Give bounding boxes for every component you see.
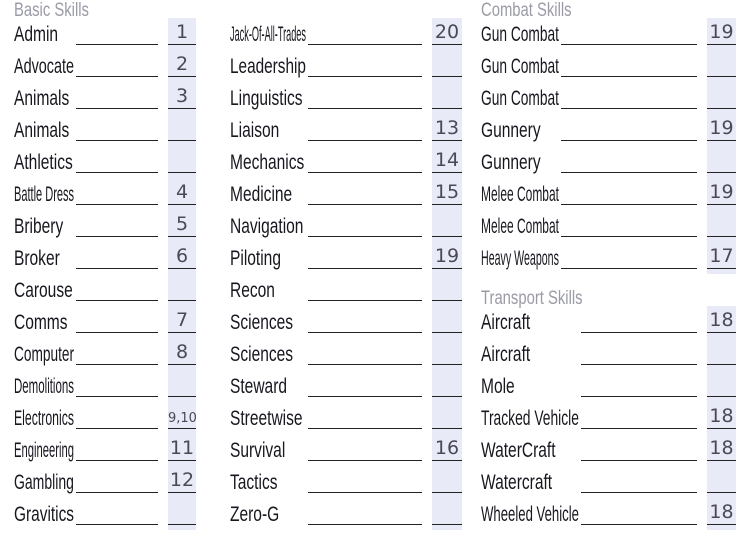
skill-level-box[interactable]: [432, 146, 462, 178]
skill-row-gunnery: [481, 114, 736, 146]
skill-name: Mechanics: [230, 151, 305, 174]
specialty-line[interactable]: [561, 76, 697, 77]
skill-row-streetwise: [230, 402, 462, 434]
skill-level-box[interactable]: [707, 402, 736, 434]
skill-level-value: 11: [169, 437, 195, 459]
skill-level-value: 5: [175, 213, 189, 235]
skill-level-box[interactable]: [707, 18, 736, 50]
skill-level-value: 13: [434, 117, 460, 139]
specialty-line[interactable]: [581, 460, 697, 461]
skill-row-bribery: [14, 210, 196, 242]
specialty-line[interactable]: [308, 428, 422, 429]
skill-name: Electronics: [14, 407, 74, 430]
specialty-line[interactable]: [76, 332, 158, 333]
skill-name: Zero-G: [230, 503, 280, 526]
skill-level-value: 19: [434, 245, 460, 267]
skill-name: Survival: [230, 439, 286, 462]
skill-level-box[interactable]: [707, 370, 736, 402]
skill-name: Bribery: [14, 215, 64, 238]
specialty-line[interactable]: [308, 204, 422, 205]
skill-level-box[interactable]: [707, 114, 736, 146]
skill-level-value: 18: [709, 405, 734, 427]
specialty-line[interactable]: [76, 140, 158, 141]
skill-row-mole: [481, 370, 736, 402]
skill-name: Computer: [14, 343, 75, 366]
skill-row-tactics: [230, 466, 462, 498]
skill-level-box[interactable]: [707, 146, 736, 178]
skill-name: Athletics: [14, 151, 73, 174]
skill-row-athletics: [14, 146, 196, 178]
skill-row-medicine: [230, 178, 462, 210]
skill-name: Melee Combat: [481, 215, 559, 238]
skill-level-box[interactable]: [432, 82, 462, 114]
skill-name: Demolitions: [14, 375, 75, 398]
skill-level-box[interactable]: [432, 306, 462, 338]
skill-row-tracked-vehicle: [481, 402, 736, 434]
skill-name: Wheeled Vehicle: [481, 503, 579, 526]
skill-name: Streetwise: [230, 407, 303, 430]
skill-row-heavy-weapons: [481, 242, 736, 274]
skill-row-comms: [14, 306, 196, 338]
skill-row-admin: [14, 18, 196, 50]
skill-level-box[interactable]: [432, 18, 462, 50]
skill-name: Watercraft: [481, 471, 553, 494]
specialty-line[interactable]: [581, 524, 697, 525]
skill-name: Aircraft: [481, 343, 531, 366]
skill-level-box[interactable]: [168, 18, 196, 50]
skill-name: Gun Combat: [481, 55, 559, 78]
skill-level-box[interactable]: [168, 146, 196, 178]
specialty-line[interactable]: [581, 332, 697, 333]
skill-row-gravitics: [14, 498, 196, 530]
skill-name: Melee Combat: [481, 183, 559, 206]
specialty-line[interactable]: [561, 172, 697, 173]
skill-row-recon: [230, 274, 462, 306]
skill-level-box[interactable]: [432, 50, 462, 82]
specialty-line[interactable]: [561, 236, 697, 237]
specialty-line[interactable]: [308, 236, 422, 237]
skill-name: Comms: [14, 311, 68, 334]
skill-row-aircraft: [481, 338, 736, 370]
skill-row-animals: [14, 82, 196, 114]
skill-name: Carouse: [14, 279, 73, 302]
skill-row-sciences: [230, 306, 462, 338]
skill-level-value: 9,10: [168, 411, 197, 426]
skill-level-box[interactable]: [707, 466, 736, 498]
specialty-line[interactable]: [76, 108, 158, 109]
specialty-line[interactable]: [561, 204, 697, 205]
skill-level-box[interactable]: [168, 306, 196, 338]
skill-row-wheeled-vehicle: [481, 498, 736, 530]
specialty-line[interactable]: [581, 492, 697, 493]
skill-level-box[interactable]: [432, 114, 462, 146]
specialty-line[interactable]: [308, 332, 422, 333]
skill-level-box[interactable]: [168, 274, 196, 306]
skill-name: Tracked Vehicle: [481, 407, 579, 430]
skill-row-gambling: [14, 466, 196, 498]
skill-name: Piloting: [230, 247, 281, 270]
skill-row-computer: [14, 338, 196, 370]
skill-row-carouse: [14, 274, 196, 306]
skill-level-value: 16: [434, 437, 460, 459]
skill-level-box[interactable]: [168, 466, 196, 498]
skill-level-value: 12: [169, 469, 195, 491]
skill-level-box[interactable]: [707, 242, 736, 274]
specialty-line[interactable]: [561, 44, 697, 45]
skill-level-box[interactable]: [168, 370, 196, 402]
skill-row-linguistics: [230, 82, 462, 114]
skill-name: Medicine: [230, 183, 293, 206]
skill-name: Leadership: [230, 55, 306, 78]
specialty-line[interactable]: [308, 396, 422, 397]
skill-name: Navigation: [230, 215, 304, 238]
skill-name: Gun Combat: [481, 87, 559, 110]
specialty-line[interactable]: [308, 492, 422, 493]
skill-row-watercraft: [481, 434, 736, 466]
skill-level-box[interactable]: [432, 466, 462, 498]
skill-row-melee-combat: [481, 210, 736, 242]
skill-level-value: 17: [709, 245, 734, 267]
skill-row-gun-combat: [481, 50, 736, 82]
skill-level-box[interactable]: [707, 306, 736, 338]
skill-name: Gambling: [14, 471, 74, 494]
skill-level-box[interactable]: [432, 402, 462, 434]
skill-level-value: 6: [175, 245, 189, 267]
skill-name: WaterCraft: [481, 439, 556, 462]
skill-row-melee-combat: [481, 178, 736, 210]
skill-row-animals: [14, 114, 196, 146]
skill-level-value: 18: [709, 437, 734, 459]
skill-level-box[interactable]: [168, 402, 196, 434]
specialty-line[interactable]: [308, 44, 422, 45]
specialty-line[interactable]: [581, 396, 697, 397]
skill-name: Liaison: [230, 119, 280, 142]
skill-name: Gun Combat: [481, 23, 559, 46]
specialty-line[interactable]: [76, 236, 158, 237]
skill-row-jack-of-all-trades: [230, 18, 462, 50]
skill-row-leadership: [230, 50, 462, 82]
skill-level-value: 20: [434, 21, 460, 43]
specialty-line[interactable]: [76, 300, 158, 301]
skill-name: Engineering: [14, 439, 74, 462]
skill-level-box[interactable]: [168, 82, 196, 114]
skill-level-box[interactable]: [168, 498, 196, 530]
skill-level-value: 1: [175, 21, 189, 43]
general-skills-column: [230, 0, 462, 539]
skill-level-box[interactable]: [432, 210, 462, 242]
skill-level-box[interactable]: [707, 178, 736, 210]
specialty-line[interactable]: [76, 172, 158, 173]
specialty-line[interactable]: [308, 268, 422, 269]
specialty-line[interactable]: [308, 76, 422, 77]
skill-name: Gunnery: [481, 119, 541, 142]
skill-level-box[interactable]: [432, 338, 462, 370]
specialty-line[interactable]: [76, 44, 158, 45]
skill-level-box[interactable]: [168, 210, 196, 242]
skill-name: Advocate: [14, 55, 74, 78]
skill-name: Animals: [14, 119, 70, 142]
basic-skills-heading: Basic Skills: [14, 0, 89, 21]
specialty-line[interactable]: [308, 172, 422, 173]
skill-level-box[interactable]: [432, 274, 462, 306]
skill-name: Animals: [14, 87, 70, 110]
skill-name: Admin: [14, 23, 59, 46]
specialty-line[interactable]: [308, 364, 422, 365]
specialty-line[interactable]: [76, 204, 158, 205]
skill-level-value: 18: [709, 501, 734, 523]
skill-name: Gravitics: [14, 503, 75, 526]
skill-name: Aircraft: [481, 311, 531, 334]
transport-skills-heading: Transport Skills: [481, 288, 583, 309]
skill-row-gun-combat: [481, 18, 736, 50]
specialty-line[interactable]: [581, 364, 697, 365]
skill-row-engineering: [14, 434, 196, 466]
skill-row-navigation: [230, 210, 462, 242]
specialty-line[interactable]: [76, 76, 158, 77]
skill-level-box[interactable]: [707, 82, 736, 114]
specialty-line[interactable]: [76, 396, 158, 397]
specialty-line[interactable]: [308, 524, 422, 525]
skill-level-box[interactable]: [168, 338, 196, 370]
specialty-line[interactable]: [561, 268, 697, 269]
skill-level-box[interactable]: [707, 338, 736, 370]
skill-level-value: 7: [175, 309, 189, 331]
skill-row-aircraft: [481, 306, 736, 338]
skill-name: Mole: [481, 375, 515, 398]
specialty-line[interactable]: [76, 524, 158, 525]
skill-level-box[interactable]: [432, 242, 462, 274]
skill-name: Tactics: [230, 471, 278, 494]
skill-row-battle-dress: [14, 178, 196, 210]
skill-name: Heavy Weapons: [481, 247, 559, 270]
skill-name: Sciences: [230, 311, 294, 334]
skill-row-survival: [230, 434, 462, 466]
specialty-line[interactable]: [308, 108, 422, 109]
skill-level-value: 15: [434, 181, 460, 203]
skill-row-advocate: [14, 50, 196, 82]
specialty-line[interactable]: [561, 140, 697, 141]
skill-level-value: 19: [709, 117, 734, 139]
specialty-line[interactable]: [76, 268, 158, 269]
skill-level-box[interactable]: [432, 434, 462, 466]
specialty-line[interactable]: [76, 492, 158, 493]
specialty-line[interactable]: [76, 428, 158, 429]
specialty-line[interactable]: [308, 460, 422, 461]
skill-level-box[interactable]: [432, 370, 462, 402]
skill-row-gun-combat: [481, 82, 736, 114]
skill-row-piloting: [230, 242, 462, 274]
specialty-line[interactable]: [308, 140, 422, 141]
skill-row-watercraft: [481, 466, 736, 498]
skill-level-box[interactable]: [707, 50, 736, 82]
skill-row-electronics: [14, 402, 196, 434]
skill-level-box[interactable]: [707, 210, 736, 242]
skill-level-box[interactable]: [168, 114, 196, 146]
specialty-line[interactable]: [581, 428, 697, 429]
specialty-line[interactable]: [308, 300, 422, 301]
specialty-line[interactable]: [561, 108, 697, 109]
skill-level-value: 8: [175, 341, 189, 363]
skill-level-box[interactable]: [432, 498, 462, 530]
skill-name: Broker: [14, 247, 60, 270]
skill-name: Sciences: [230, 343, 294, 366]
skill-row-mechanics: [230, 146, 462, 178]
skill-level-box[interactable]: [707, 434, 736, 466]
skill-row-gunnery: [481, 146, 736, 178]
skill-level-value: 3: [175, 85, 189, 107]
skill-name: Gunnery: [481, 151, 541, 174]
skill-row-zero-g: [230, 498, 462, 530]
skill-level-value: 14: [434, 149, 460, 171]
skill-level-box[interactable]: [168, 434, 196, 466]
skill-name: Linguistics: [230, 87, 303, 110]
skill-level-value: 18: [709, 309, 734, 331]
skill-row-broker: [14, 242, 196, 274]
skill-name: Jack-Of-All-Trades: [230, 23, 306, 46]
skill-name: Battle Dress: [14, 183, 75, 206]
skill-level-value: 4: [175, 181, 189, 203]
skill-level-box[interactable]: [707, 498, 736, 530]
specialty-line[interactable]: [76, 460, 158, 461]
skill-level-box[interactable]: [168, 178, 196, 210]
skill-level-value: 19: [709, 181, 734, 203]
skill-level-box[interactable]: [432, 178, 462, 210]
skill-level-box[interactable]: [168, 242, 196, 274]
combat-transport-column: [481, 0, 736, 539]
skill-name: Recon: [230, 279, 275, 302]
combat-skills-heading: Combat Skills: [481, 0, 572, 21]
skill-level-box[interactable]: [168, 50, 196, 82]
skill-row-steward: [230, 370, 462, 402]
basic-skills-column: [14, 0, 196, 539]
skill-row-liaison: [230, 114, 462, 146]
skill-name: Steward: [230, 375, 288, 398]
skill-row-demolitions: [14, 370, 196, 402]
skill-level-value: 2: [175, 53, 189, 75]
skill-level-value: 19: [709, 21, 734, 43]
skill-row-sciences: [230, 338, 462, 370]
specialty-line[interactable]: [76, 364, 158, 365]
